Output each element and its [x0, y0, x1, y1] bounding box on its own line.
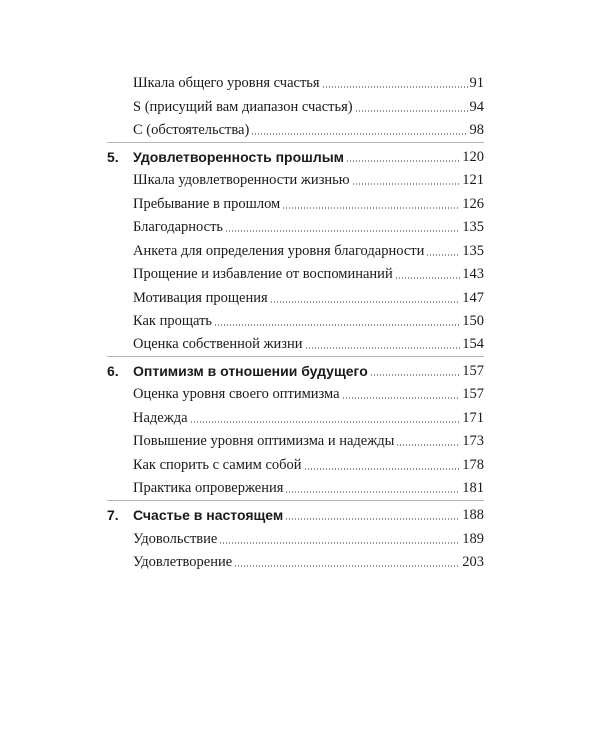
chapter-page: 157 — [462, 363, 484, 379]
chapter-divider — [107, 356, 484, 357]
toc-entry-page: 150 — [462, 313, 484, 329]
dot-leader — [234, 565, 460, 567]
toc-entry-page: 143 — [462, 266, 484, 282]
toc-entry-title: Удовлетворение — [133, 554, 233, 570]
dot-leader — [346, 160, 460, 162]
dot-leader — [322, 86, 468, 88]
toc-entry-s-range — [133, 94, 484, 116]
toc-entry-title: C (обстоятельства) — [133, 122, 250, 138]
toc-entry-page: 178 — [462, 457, 484, 473]
toc-entry-title: Благодарность — [133, 219, 224, 235]
dot-leader — [342, 397, 461, 399]
dot-leader — [219, 542, 460, 544]
dot-leader — [395, 277, 461, 279]
toc-entry-arguing-with-yourself — [133, 452, 484, 474]
toc-chapter-5 — [133, 144, 484, 166]
dot-leader — [352, 183, 461, 185]
toc-entry-page: 173 — [462, 433, 484, 449]
toc-entry-raising-optimism — [133, 428, 484, 450]
toc-entry-disputation-practice — [133, 475, 484, 497]
chapter-number: 5. — [107, 149, 119, 165]
chapter-title: Удовлетворенность прошлым — [133, 149, 345, 165]
chapter-divider — [107, 500, 484, 501]
toc-entry-title: S (присущий вам диапазон счастья) — [133, 99, 353, 115]
toc-entry-optimism-assessment — [133, 381, 484, 403]
toc-entry-page: 147 — [462, 290, 484, 306]
toc-entry-gratification — [133, 549, 484, 571]
dot-leader — [426, 254, 460, 256]
toc-entry-page: 91 — [469, 75, 484, 91]
toc-entry-title: Повышение уровня оптимизма и надежды — [133, 433, 395, 449]
toc-entry-title: Практика опровержения — [133, 480, 284, 496]
dot-leader — [285, 491, 460, 493]
chapter-page: 120 — [462, 149, 484, 165]
chapter-page: 188 — [462, 507, 484, 523]
toc-entry-page: 94 — [469, 99, 484, 115]
toc-entry-life-satisfaction-scale — [133, 167, 484, 189]
toc-entry-title: Как спорить с самим собой — [133, 457, 302, 473]
toc-entry-page: 121 — [462, 172, 484, 188]
dot-leader — [270, 301, 461, 303]
chapter-title: Оптимизм в отношении будущего — [133, 363, 368, 379]
dot-leader — [355, 110, 468, 112]
toc-entry-title: Оценка уровня своего оптимизма — [133, 386, 340, 402]
dot-leader — [225, 230, 460, 232]
dot-leader — [190, 421, 461, 423]
toc-entry-page: 126 — [462, 196, 484, 212]
toc-chapter-6 — [133, 358, 484, 380]
toc-entry-gratitude — [133, 214, 484, 236]
toc-entry-title: Надежда — [133, 410, 188, 426]
toc-entry-page: 189 — [462, 531, 484, 547]
toc-entry-how-to-forgive — [133, 308, 484, 330]
toc-entry-title: Как прощать — [133, 313, 213, 329]
toc-entry-forgiveness — [133, 261, 484, 283]
toc-entry-title: Анкета для определения уровня благодарности — [133, 243, 425, 259]
toc-entry-life-assessment — [133, 331, 484, 353]
dot-leader — [282, 207, 460, 209]
dot-leader — [396, 444, 460, 446]
toc-entry-page: 154 — [462, 336, 484, 352]
toc-entry-c-circumstances — [133, 117, 484, 139]
chapter-divider — [107, 142, 484, 143]
toc-entry-title: Удовольствие — [133, 531, 218, 547]
toc-chapter-7 — [133, 502, 484, 524]
dot-leader — [305, 347, 461, 349]
dot-leader — [370, 374, 461, 376]
chapter-title: Счастье в настоящем — [133, 507, 284, 523]
dot-leader — [251, 133, 467, 135]
toc-entry-living-in-past — [133, 191, 484, 213]
toc-entry-gratitude-questionnaire — [133, 238, 484, 260]
dot-leader — [304, 468, 461, 470]
toc-entry-title: Пребывание в прошлом — [133, 196, 281, 212]
toc-entry-title: Шкала удовлетворенности жизнью — [133, 172, 350, 188]
toc-entry-page: 171 — [462, 410, 484, 426]
toc-entry-title: Оценка собственной жизни — [133, 336, 303, 352]
toc-entry-title: Мотивация прощения — [133, 290, 268, 306]
toc-entry-title: Прощение и избавление от воспоминаний — [133, 266, 393, 282]
toc-entry-page: 135 — [462, 219, 484, 235]
dot-leader — [214, 324, 460, 326]
toc-entry-page: 181 — [462, 480, 484, 496]
chapter-number: 7. — [107, 507, 119, 523]
toc-entry-page: 135 — [462, 243, 484, 259]
toc-entry-overall-happiness-scale — [133, 70, 484, 92]
dot-leader — [285, 518, 460, 520]
toc-entry-hope — [133, 405, 484, 427]
toc-entry-forgiveness-motivation — [133, 285, 484, 307]
toc-entry-page: 203 — [462, 554, 484, 570]
toc-entry-title: Шкала общего уровня счастья — [133, 75, 320, 91]
toc-entry-page: 98 — [469, 122, 484, 138]
chapter-number: 6. — [107, 363, 119, 379]
toc-entry-page: 157 — [462, 386, 484, 402]
toc-entry-pleasure — [133, 526, 484, 548]
